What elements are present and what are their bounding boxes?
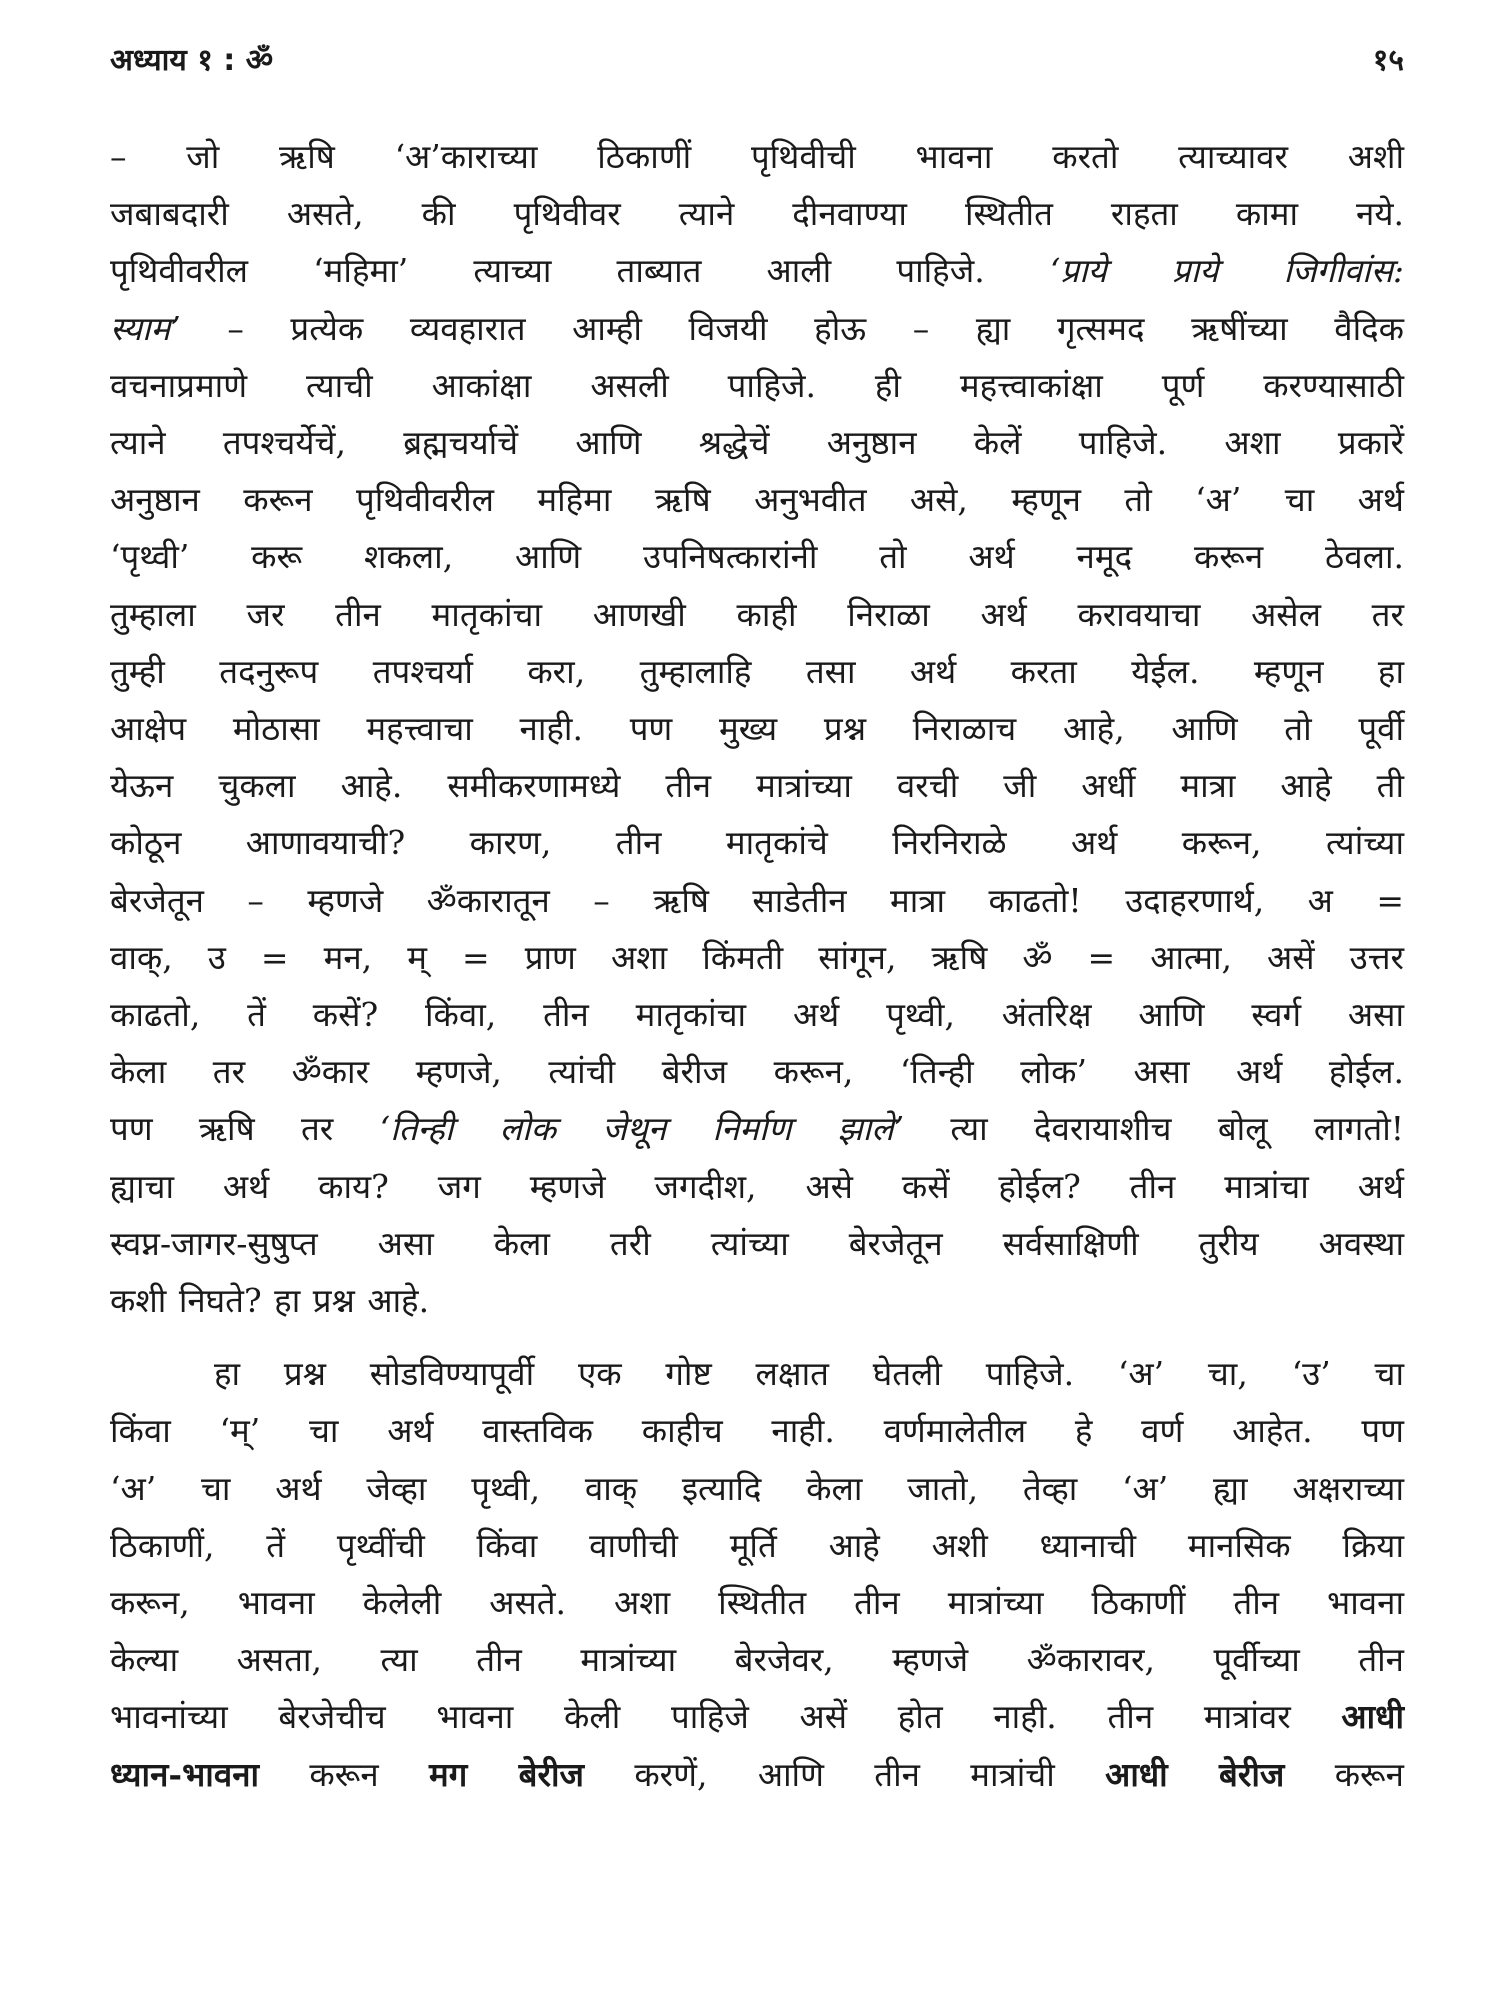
text-run: करणें, आणि तीन मात्रांची [584,1754,1106,1794]
text-line [110,300,1404,357]
text-line [110,1043,1404,1100]
text-run: किंवा ‘म्’ चा अर्थ वास्तविक काहीच नाही. वर्णमालेतील हे वर्ण आहेत. पण [110,1411,1404,1451]
italic-quote: स्याम’ [110,308,181,348]
text-line [110,414,1404,471]
paragraph [110,128,1404,1329]
text-line [110,1517,1404,1574]
text-line [110,872,1404,929]
text-run: स्वप्न-जागर-सुषुप्त असा केला तरी त्यांच्या बेरजेतून सर्वसाक्षिणी तुरीय अवस्था [110,1223,1404,1263]
text-line [110,1688,1404,1745]
text-run: काढतो, तें कसें? किंवा, तीन मातृकांचा अर्थ पृथ्वी, अंतरिक्ष आणि स्वर्ग असा [110,995,1404,1035]
text-run: कोठून आणावयाची? कारण, तीन मातृकांचे निरनिराळे अर्थ करून, त्यांच्या [110,823,1404,863]
text-run: जबाबदारी असते, की पृथिवीवर त्याने दीनवाण्या स्थितीत राहता कामा नये. [110,194,1404,234]
text-line [110,586,1404,643]
text-run: अनुष्ठान करून पृथिवीवरील महिमा ऋषि अनुभवीत असे, म्हणून तो ‘अ’ चा अर्थ [110,480,1404,520]
text-run: – प्रत्येक व्यवहारात आम्ही विजयी होऊ – ह्या गृत्समद ऋषींच्या वैदिक [180,308,1404,348]
text-run: आक्षेप मोठासा महत्त्वाचा नाही. पण मुख्य प्रश्न निराळाच आहे, आणि तो पूर्वी [110,709,1404,749]
bold-emphasis: मग बेरीज [429,1754,584,1794]
text-line [110,1100,1404,1157]
text-line [110,929,1404,986]
text-run: त्या देवरायाशीच बोलू लागतो! [904,1109,1404,1149]
text-line [110,757,1404,814]
text-line [110,1215,1404,1272]
italic-quote: ‘प्राये प्राये जिगीवांस: [1049,251,1404,291]
text-run: तुम्ही तदनुरूप तपश्चर्या करा, तुम्हालाहि तसा अर्थ करता येईल. म्हणून हा [110,651,1404,691]
text-line [110,814,1404,871]
text-line [110,1574,1404,1631]
bold-emphasis: आधी [1341,1697,1404,1737]
text-line [110,185,1404,242]
text-run: केल्या असता, त्या तीन मात्रांच्या बेरजेवर, म्हणजे ॐकारावर, पूर्वीच्या तीन [110,1640,1404,1680]
text-line [110,1402,1404,1459]
text-line [110,1746,1404,1803]
text-run: ठिकाणीं, तें पृथ्वींची किंवा वाणीची मूर्ति आहे अशी ध्यानाची मानसिक क्रिया [110,1525,1404,1565]
text-run: येऊन चुकला आहे. समीकरणामध्ये तीन मात्रांच्या वरची जी अर्धी मात्रा आहे ती [110,766,1404,806]
text-run: पण ऋषि तर [110,1109,380,1149]
text-run: केला तर ॐकार म्हणजे, त्यांची बेरीज करून, ‘तिन्ही लोक’ असा अर्थ होईल. [110,1052,1404,1092]
text-line [110,1345,1404,1402]
text-run: ‘अ’ चा अर्थ जेव्हा पृथ्वी, वाक् इत्यादि केला जातो, तेव्हा ‘अ’ ह्या अक्षराच्या [110,1468,1404,1508]
paragraph [110,1345,1404,1803]
text-line [110,128,1404,185]
text-line [110,700,1404,757]
text-run: भावनांच्या बेरजेचीच भावना केली पाहिजे असें होत नाही. तीन मात्रांवर [110,1697,1342,1737]
page-number: १५ [1372,43,1404,78]
text-run: – जो ऋषि ‘अ’काराच्या ठिकाणीं पृथिवीची भावना करतो त्याच्यावर अशी [110,137,1404,176]
text-run: करून [259,1754,429,1794]
text-line [110,1460,1404,1517]
body-text [110,128,1404,1803]
text-line [110,1272,1404,1329]
text-run: ‘पृथ्वी’ करू शकला, आणि उपनिषत्कारांनी तो अर्थ नमूद करून ठेवला. [110,537,1404,577]
italic-quote: ‘तिन्ही लोक जेथून निर्माण झाले’ [379,1109,905,1149]
text-run: करून [1284,1754,1404,1794]
text-run: कशी निघते? हा प्रश्न आहे. [110,1281,430,1321]
text-line [110,986,1404,1043]
text-line [110,242,1404,299]
text-line [110,1158,1404,1215]
text-line [110,528,1404,585]
bold-emphasis: आधी बेरीज [1105,1754,1285,1794]
text-run: तुम्हाला जर तीन मातृकांचा आणखी काही निराळा अर्थ करावयाचा असेल तर [110,594,1404,634]
text-run: बेरजेतून – म्हणजे ॐकारातून – ऋषि साडेतीन मात्रा काढतो! उदाहरणार्थ, अ = [110,880,1404,920]
text-run: पृथिवीवरील ‘महिमा’ त्याच्या ताब्यात आली पाहिजे. [110,251,1050,291]
text-run: वाक्, उ = मन, म् = प्राण अशा किंमती सांगून, ऋषि ॐ = आत्मा, असें उत्तर [110,937,1404,977]
text-run: करून, भावना केलेली असते. अशा स्थितीत तीन मात्रांच्या ठिकाणीं तीन भावना [110,1583,1404,1623]
bold-emphasis: ध्यान-भावना [110,1754,260,1794]
text-line [110,1631,1404,1688]
text-line [110,643,1404,700]
text-line [110,357,1404,414]
text-line [110,471,1404,528]
text-run: त्याने तपश्चर्येचें, ब्रह्मचर्याचें आणि श्रद्धेचें अनुष्ठान केलें पाहिजे. अशा प्रकारें [110,423,1404,463]
text-run: हा प्रश्न सोडविण्यापूर्वी एक गोष्ट लक्षात घेतली पाहिजे. ‘अ’ चा, ‘उ’ चा [214,1354,1404,1394]
chapter-heading: अध्याय १ : ॐ [110,43,274,78]
text-run: वचनाप्रमाणे त्याची आकांक्षा असली पाहिजे. ही महत्त्वाकांक्षा पूर्ण करण्यासाठी [110,365,1404,405]
running-header [110,38,1404,84]
text-run: ह्याचा अर्थ काय? जग म्हणजे जगदीश, असे कसें होईल? तीन मात्रांचा अर्थ [110,1166,1404,1206]
